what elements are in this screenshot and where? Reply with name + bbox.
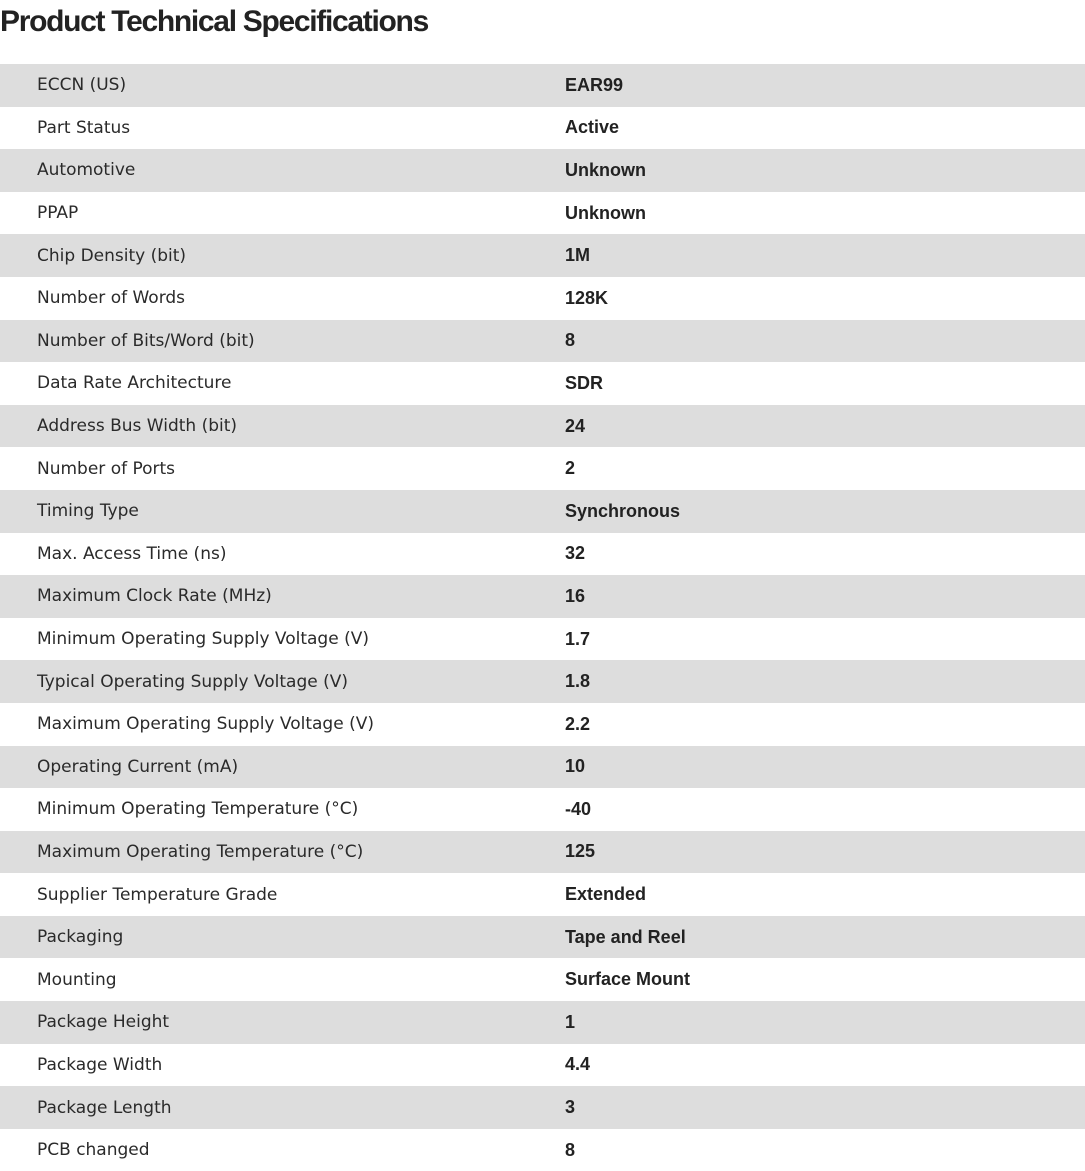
spec-label: Package Length [0, 1086, 565, 1129]
spec-row [0, 1086, 1085, 1129]
spec-value: 10 [565, 746, 1085, 789]
spec-row [0, 831, 1085, 874]
spec-value: 3 [565, 1086, 1085, 1129]
spec-row [0, 1044, 1085, 1087]
spec-label: Minimum Operating Supply Voltage (V) [0, 618, 565, 661]
spec-value: 125 [565, 831, 1085, 874]
spec-label: Typical Operating Supply Voltage (V) [0, 660, 565, 703]
spec-value: Synchronous [565, 490, 1085, 533]
spec-label: Maximum Operating Supply Voltage (V) [0, 703, 565, 746]
spec-row [0, 703, 1085, 746]
spec-row [0, 746, 1085, 789]
spec-value: 128K [565, 277, 1085, 320]
spec-row [0, 64, 1085, 107]
spec-label: Max. Access Time (ns) [0, 533, 565, 576]
spec-value: -40 [565, 788, 1085, 831]
spec-row [0, 916, 1085, 959]
spec-row [0, 1001, 1085, 1044]
spec-row [0, 447, 1085, 490]
spec-value: 2.2 [565, 703, 1085, 746]
spec-value: 24 [565, 405, 1085, 448]
spec-label: Mounting [0, 958, 565, 1001]
spec-row [0, 362, 1085, 405]
spec-label: Timing Type [0, 490, 565, 533]
spec-label: PPAP [0, 192, 565, 235]
spec-label: Maximum Clock Rate (MHz) [0, 575, 565, 618]
spec-row [0, 107, 1085, 150]
spec-row [0, 788, 1085, 831]
spec-row [0, 958, 1085, 1001]
spec-value: 32 [565, 533, 1085, 576]
spec-label: ECCN (US) [0, 64, 565, 107]
spec-label: Package Height [0, 1001, 565, 1044]
spec-label: Number of Bits/Word (bit) [0, 320, 565, 363]
spec-label: Supplier Temperature Grade [0, 873, 565, 916]
spec-value: EAR99 [565, 64, 1085, 107]
spec-row [0, 660, 1085, 703]
spec-row [0, 277, 1085, 320]
spec-row [0, 234, 1085, 277]
spec-row [0, 490, 1085, 533]
spec-row [0, 618, 1085, 661]
spec-value: Unknown [565, 149, 1085, 192]
spec-label: Packaging [0, 916, 565, 959]
spec-table [0, 64, 1085, 1171]
spec-value: SDR [565, 362, 1085, 405]
page-title: Product Technical Specifications [0, 5, 428, 38]
spec-value: Extended [565, 873, 1085, 916]
spec-value: Surface Mount [565, 958, 1085, 1001]
spec-value: Tape and Reel [565, 916, 1085, 959]
spec-label: Operating Current (mA) [0, 746, 565, 789]
spec-value: 8 [565, 320, 1085, 363]
spec-row [0, 149, 1085, 192]
spec-value: 1M [565, 234, 1085, 277]
spec-row [0, 405, 1085, 448]
spec-row [0, 192, 1085, 235]
spec-label: Number of Words [0, 277, 565, 320]
spec-label: Minimum Operating Temperature (°C) [0, 788, 565, 831]
spec-value: 16 [565, 575, 1085, 618]
spec-value: 1.7 [565, 618, 1085, 661]
spec-table-body [0, 64, 1085, 1171]
spec-value: 8 [565, 1129, 1085, 1171]
spec-value: 1 [565, 1001, 1085, 1044]
spec-value: 2 [565, 447, 1085, 490]
spec-label: Data Rate Architecture [0, 362, 565, 405]
spec-value: 4.4 [565, 1044, 1085, 1087]
spec-row [0, 873, 1085, 916]
spec-label: Chip Density (bit) [0, 234, 565, 277]
spec-label: Address Bus Width (bit) [0, 405, 565, 448]
spec-value: Active [565, 107, 1085, 150]
spec-value: Unknown [565, 192, 1085, 235]
spec-value: 1.8 [565, 660, 1085, 703]
spec-row [0, 1129, 1085, 1171]
spec-row [0, 320, 1085, 363]
spec-label: Automotive [0, 149, 565, 192]
spec-row [0, 575, 1085, 618]
spec-row [0, 533, 1085, 576]
spec-label: Maximum Operating Temperature (°C) [0, 831, 565, 874]
spec-label: Number of Ports [0, 447, 565, 490]
spec-label: PCB changed [0, 1129, 565, 1171]
spec-label: Part Status [0, 107, 565, 150]
spec-label: Package Width [0, 1044, 565, 1087]
